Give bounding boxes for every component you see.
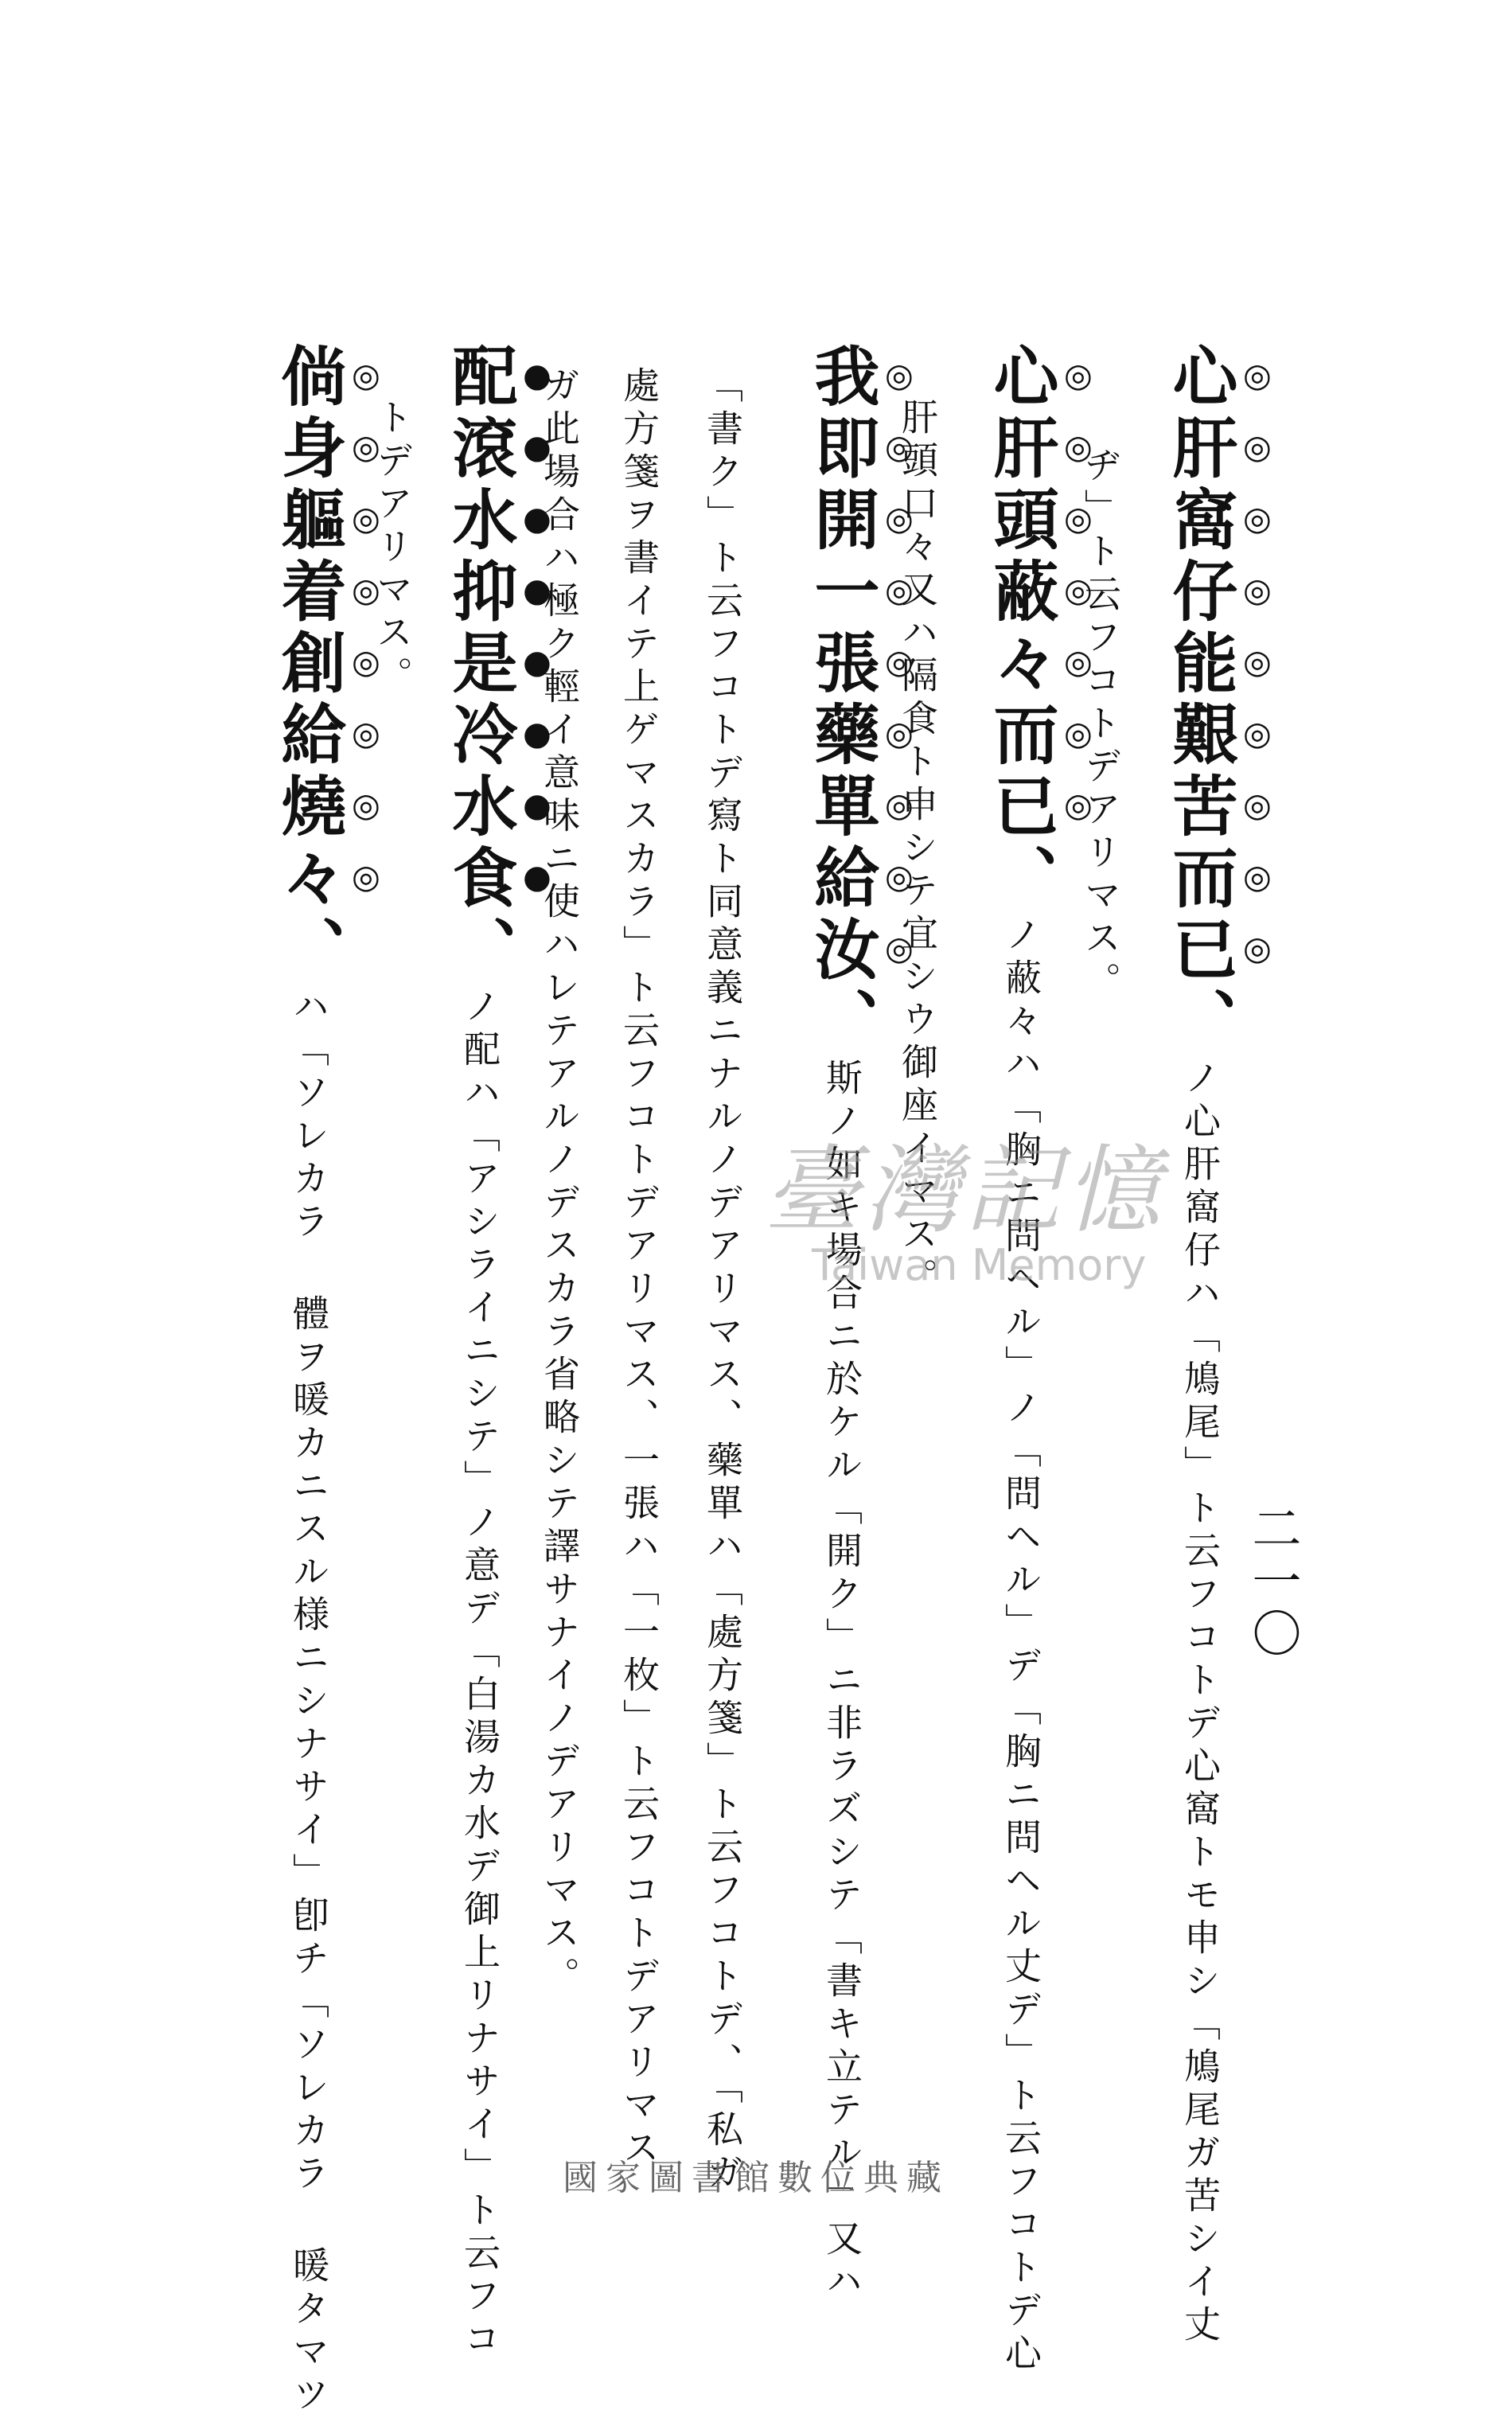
gloss-text: トデアリマス。 <box>371 398 414 699</box>
gloss-text: ノ心肝窩仔ハ「鳩尾」ト云フコトデ心窩トモ申シ「鳩尾ガ苦シイ丈 <box>1179 1059 1222 2348</box>
text-column-5 <box>804 342 918 2305</box>
gloss-text: ヂ」ト云フコトデアリマス。 <box>1079 446 1122 1004</box>
text-column-9 <box>442 342 556 2362</box>
text-column-3 <box>983 342 1097 2377</box>
heading-phrase: 我即開一張藥單給汝、 <box>804 342 880 1059</box>
gloss-text: 肝頭口々又ハ隔食ト申シテ宜シウ御座イマス。 <box>896 398 939 1301</box>
watermark-chinese: 臺灣記憶 <box>764 1136 1165 1246</box>
watermark <box>764 1114 1210 1321</box>
gloss-text: 處方箋ヲ書イテ上ゲマスカラ」ト云フコトデアリマス、一張ハ「一枚」ト云フコトデアリマス <box>618 366 661 2171</box>
heading-phrase: 倘身軀着創給燒々、 <box>271 342 347 987</box>
gloss-text: 「書ク」ト云フコトデ寫ト同意義ニナルノデアリマス、藥單ハ「處方箋」ト云フコトデ、「私ガ <box>701 366 744 2196</box>
gloss-text: ガ此場合ハ極ク輕イ意味ニ使ハレテアルノデスカラ省略シテ譯サナイノデアリマス。 <box>538 366 581 1999</box>
text-column-1 <box>1162 342 1276 2348</box>
library-footer: 國家圖書館數位典藏 <box>563 2158 949 2198</box>
gloss-text: 斯ノ如キ場合ニ於ケル「開ク」ニ非ラズシテ「書キ立テル」又ハ <box>820 1059 863 2305</box>
page-number: 二一〇 <box>1244 1503 1302 1660</box>
text-column-6 <box>701 366 744 2196</box>
heading-phrase: 心肝窩仔能艱苦而已、 <box>1162 342 1238 1059</box>
text-column-7 <box>618 366 661 2171</box>
heading-phrase: 心肝頭蔽々而已、 <box>983 342 1059 915</box>
gloss-text: ハ「ソレカラ 體ヲ暖カニスル様ニシナサイ」卽チ「ソレカラ 暖タマツ <box>287 987 330 2418</box>
watermark-english: Taiwan Memory <box>812 1240 1147 1290</box>
heading-phrase: 配滾水抑是冷水食、 <box>442 342 518 987</box>
gloss-text: ノ蔽々ハ「胸ニ問ヘル」ノ「問ヘル」デ「胸ニ問ヘル丈デ」ト云フコトデ心 <box>1000 915 1042 2377</box>
gloss-text: ノ配ハ「アシライニシテ」ノ意デ「白湯カ水デ御上リナサイ」ト云フコ <box>458 987 501 2362</box>
text-column-11 <box>271 342 385 2418</box>
